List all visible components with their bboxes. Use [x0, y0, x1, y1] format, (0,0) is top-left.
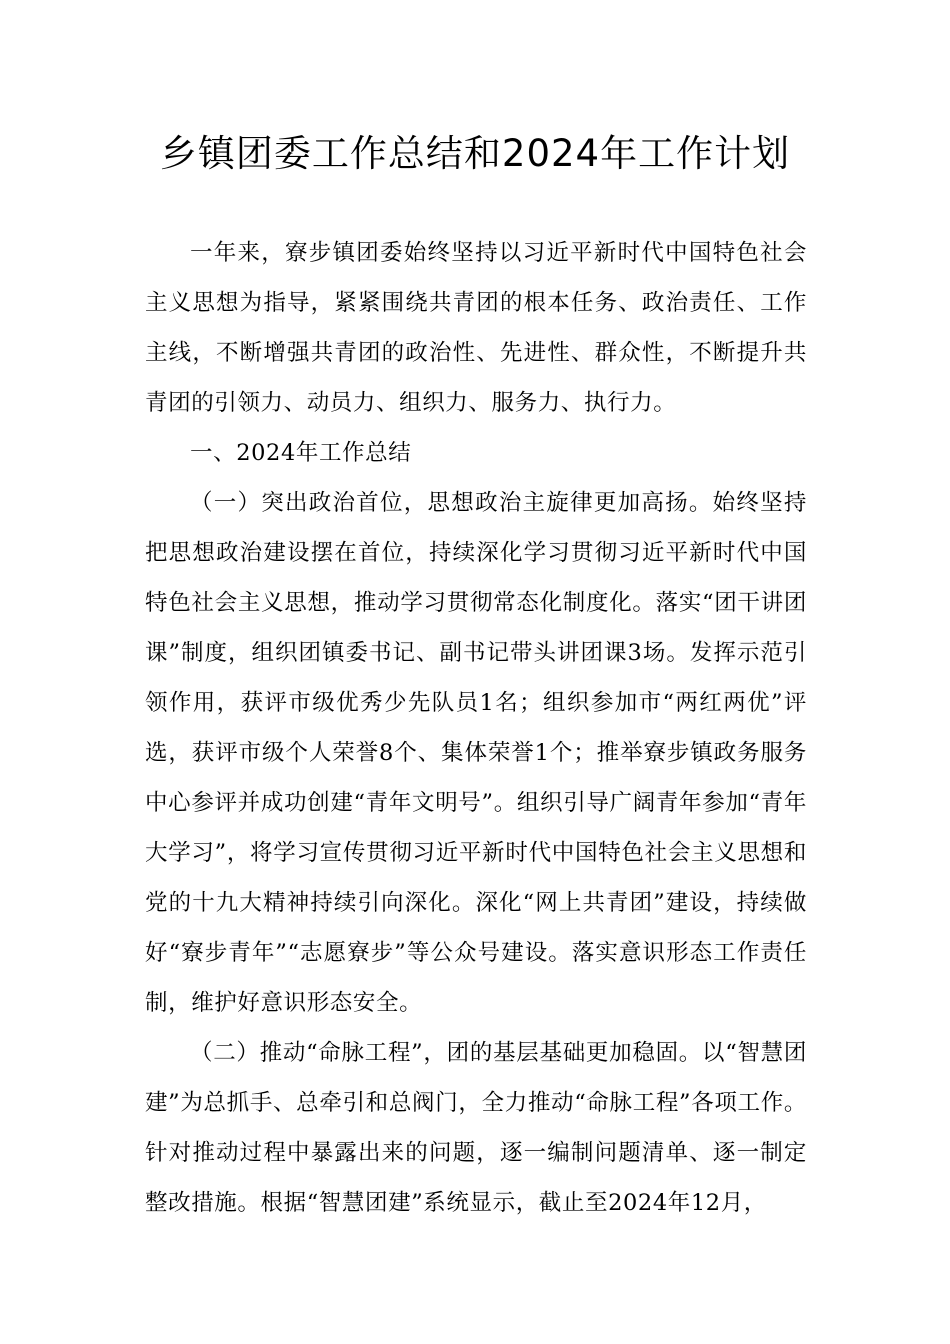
summary-paragraph-2: （二）推动“命脉工程”，团的基层基础更加稳固。以“智慧团建”为总抓手、总牵引和总阀门，全力推动“命脉工程”各项工作。针对推动过程中暴露出来的问题，逐一编制问题清单、逐一制定整改措施。根据“智慧团建”系统显示，截止至2024年12月， [145, 1040, 807, 1216]
document-body [145, 228, 807, 1228]
intro-paragraph: 一年来，寮步镇团委始终坚持以习近平新时代中国特色社会主义思想为指导，紧紧围绕共青团的根本任务、政治责任、工作主线，不断增强共青团的政治性、先进性、群众性，不断提升共青团的引领力、动员力、组织力、服务力、执行力。 [145, 240, 807, 416]
summary-paragraph-1: （一）突出政治首位，思想政治主旋律更加高扬。始终坚持把思想政治建设摆在首位，持续深化学习贯彻习近平新时代中国特色社会主义思想，推动学习贯彻常态化制度化。落实“团干讲团课”制度，组织团镇委书记、副书记带头讲团课3场。发挥示范引领作用，获评市级优秀少先队员1名；组织参加市“两红两优”评选，获评市级个人荣誉8个、集体荣誉1个；推举寮步镇政务服务中心参评并成功创建“青年文明号”。组织引导广阔青年参加“青年大学习”，将学习宣传贯彻习近平新时代中国特色社会主义思想和党的十九大精神持续引向深化。深化“网上共青团”建设，持续做好“寮步青年”“志愿寮步”等公众号建设。落实意识形态工作责任制，维护好意识形态安全。 [145, 490, 807, 1016]
section-heading-summary: 一、2024年工作总结 [190, 440, 412, 466]
document-title: 乡镇团委工作总结和2024年工作计划 [159, 132, 791, 175]
